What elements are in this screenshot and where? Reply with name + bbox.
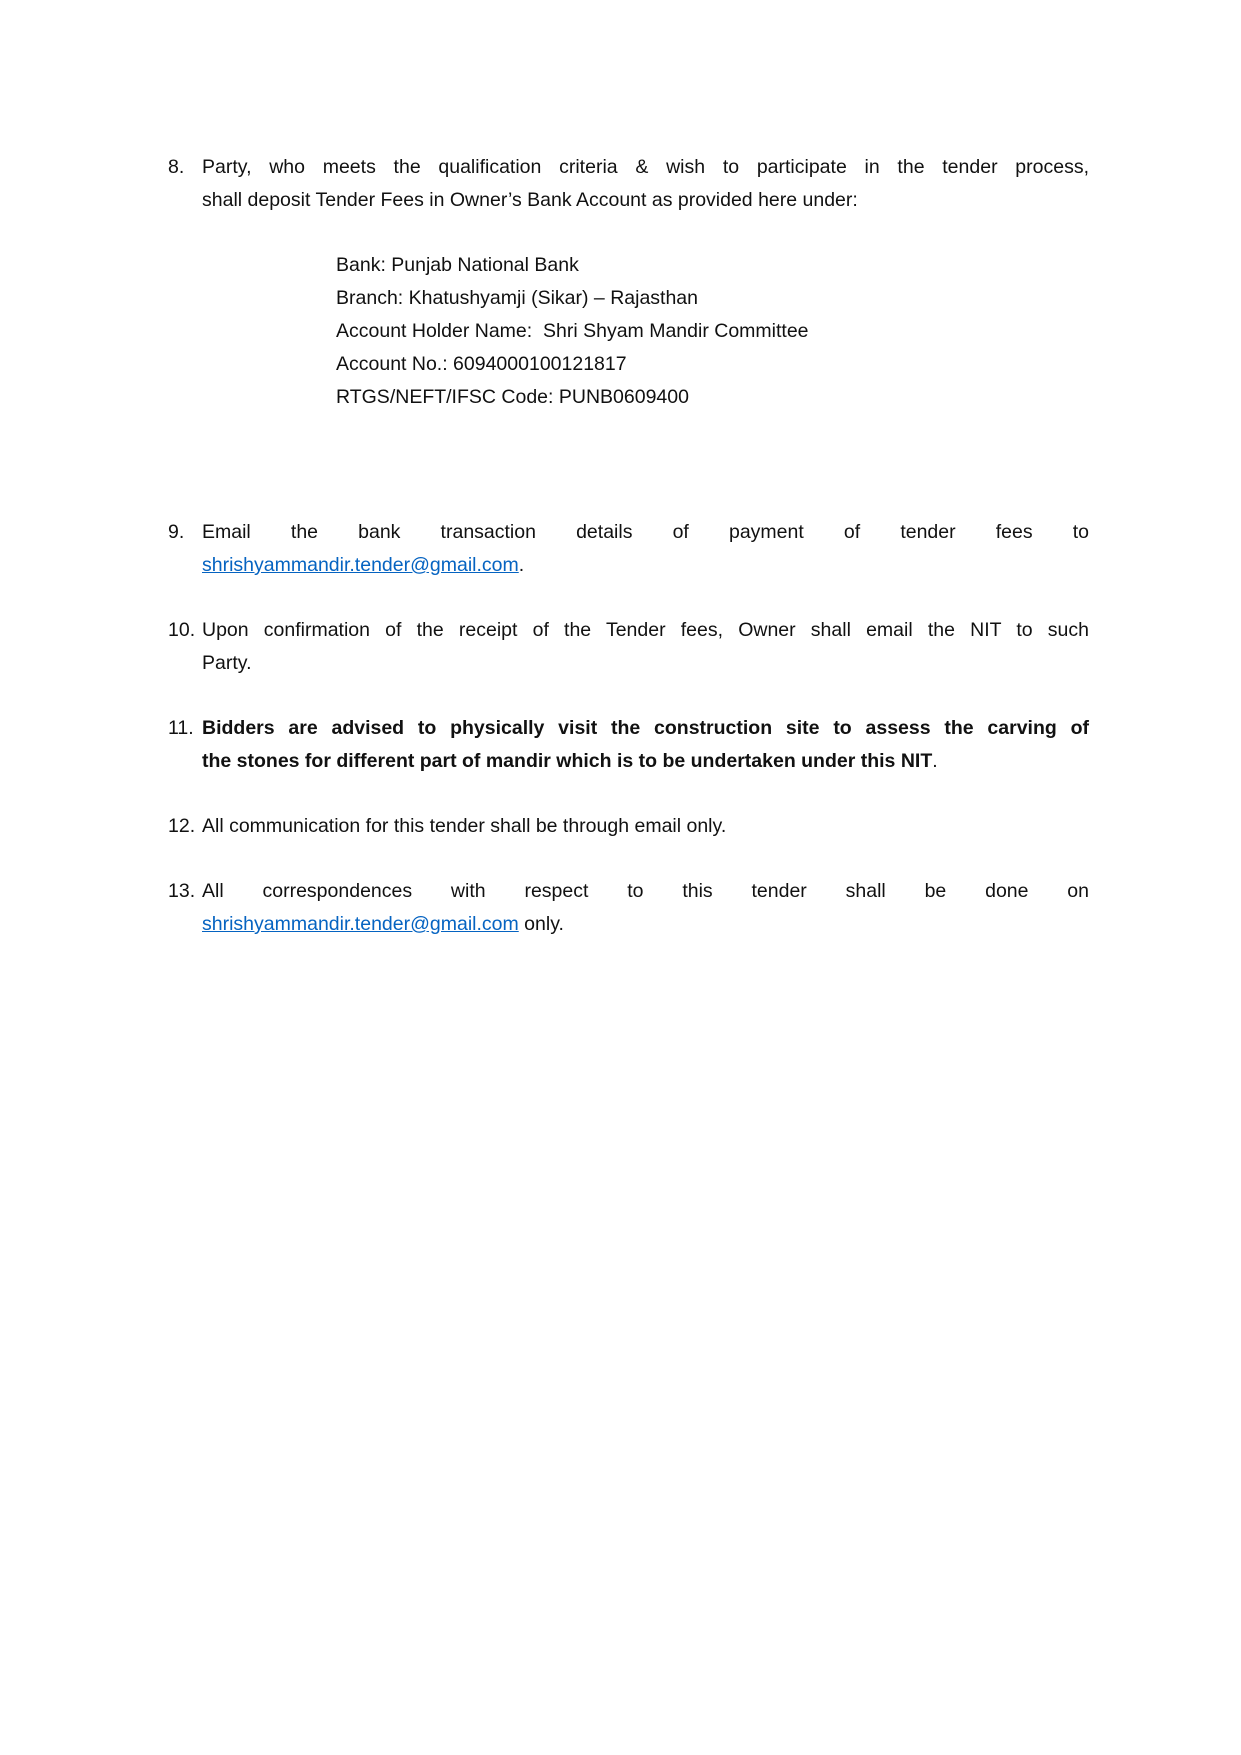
list-item-11-line-2-tail: . — [932, 750, 938, 772]
bank-ifsc-line: RTGS/NEFT/IFSC Code: PUNB0609400 — [336, 386, 689, 408]
list-item-13-number: 13. — [168, 880, 196, 902]
list-item-12-number: 12. — [168, 815, 196, 837]
list-item-9-body — [202, 516, 1089, 582]
list-item-11 — [168, 712, 1089, 778]
bank-details-block — [336, 249, 1089, 414]
list-item-9-line-2 — [202, 549, 1089, 582]
list-item-13-line-1: All correspondences with respect to this tender shall be done on — [202, 880, 1089, 902]
list-item-8-line-1: Party, who meets the qualification criteria & wish to participate in the tender process, — [202, 156, 1089, 178]
email-link[interactable]: shrishyammandir.tender@gmail.com — [202, 554, 519, 576]
document-content — [168, 151, 1089, 973]
list-item-8-line-2: shall deposit Tender Fees in Owner’s Bank Account as provided here under: — [202, 189, 858, 211]
list-item-8-body — [202, 151, 1089, 217]
list-item-9-line-2-tail: . — [518, 554, 525, 576]
list-item-12-body — [202, 810, 1089, 843]
list-item-11-number: 11. — [168, 717, 194, 739]
bank-account-number-line: Account No.: 6094000100121817 — [336, 353, 627, 375]
list-item-12 — [168, 810, 1089, 843]
list-item-11-line-2 — [202, 745, 1089, 778]
list-item-11-line-1: Bidders are advised to physically visit the construction site to assess the carving of — [202, 717, 1089, 739]
list-item-13 — [168, 875, 1089, 941]
bank-name-line: Bank: Punjab National Bank — [336, 254, 579, 276]
blank-paragraph-spacer — [168, 446, 1089, 516]
list-item-13-line-2-tail: only. — [518, 913, 564, 935]
bank-branch-line: Branch: Khatushyamji (Sikar) – Rajasthan — [336, 287, 698, 309]
list-item-12-line-1: All communication for this tender shall be through email only. — [202, 815, 727, 837]
list-item-10-line-1: Upon confirmation of the receipt of the Tender fees, Owner shall email the NIT to such — [202, 619, 1089, 641]
list-item-8 — [168, 151, 1089, 217]
list-item-10 — [168, 614, 1089, 680]
list-item-11-body — [202, 712, 1089, 778]
list-item-10-number: 10. — [168, 619, 196, 641]
list-item-9-line-1: Email the bank transaction details of payment of tender fees to — [202, 521, 1089, 543]
list-item-10-line-2: Party. — [202, 652, 252, 674]
list-item-10-body — [202, 614, 1089, 680]
bank-account-holder-line: Account Holder Name: Shri Shyam Mandir Committee — [336, 320, 809, 342]
list-item-11-line-2-bold: the stones for different part of mandir which is to be undertaken under this NIT — [202, 750, 933, 772]
list-item-9 — [168, 516, 1089, 582]
email-link[interactable]: shrishyammandir.tender@gmail.com — [202, 913, 519, 935]
list-item-13-body — [202, 875, 1089, 941]
list-item-9-number: 9. — [168, 521, 185, 543]
list-item-13-line-2 — [202, 908, 1089, 941]
list-item-8-number: 8. — [168, 156, 185, 178]
